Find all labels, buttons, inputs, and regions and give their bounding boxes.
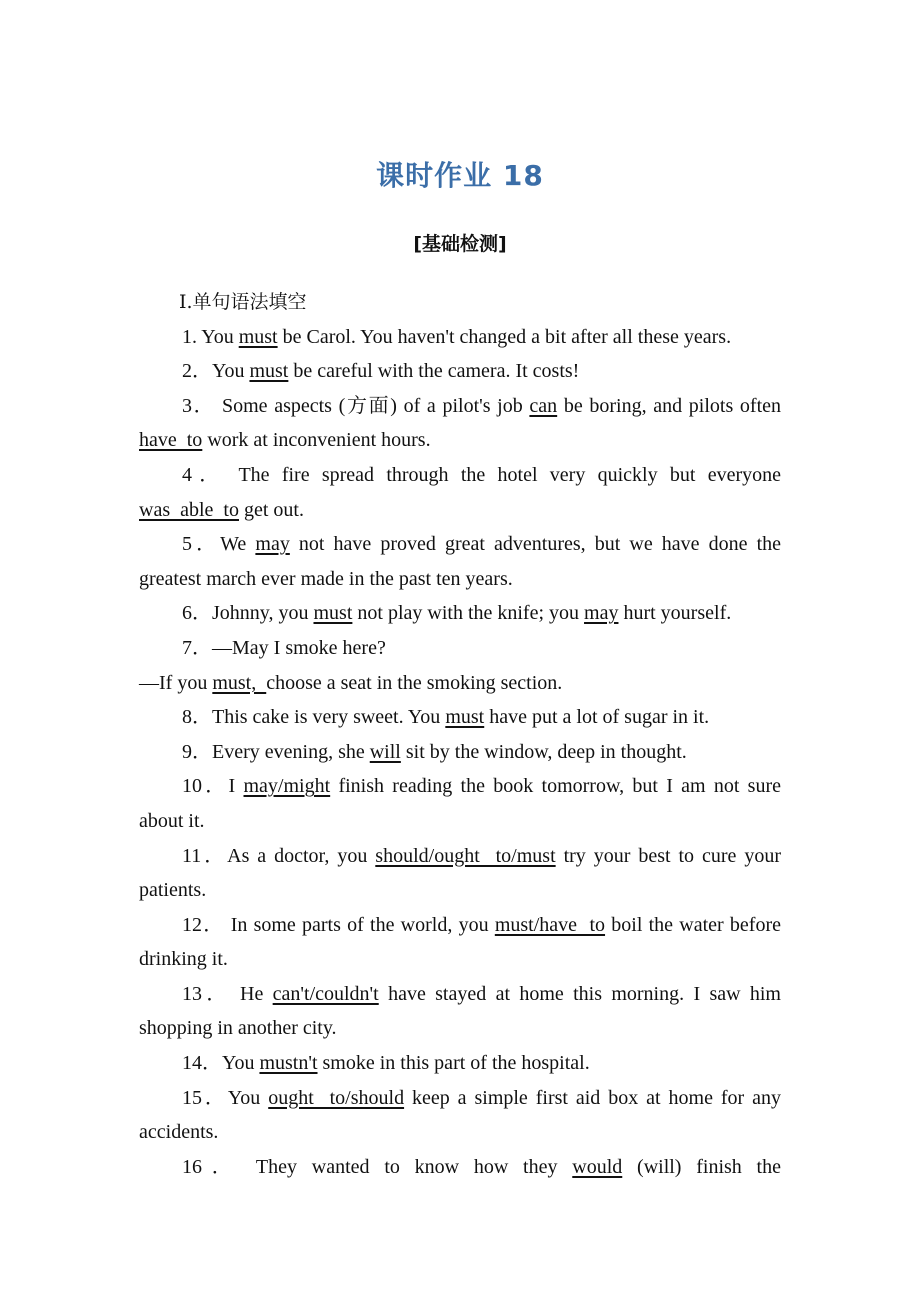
answer-text: may <box>255 533 290 556</box>
exercise-item <box>139 1046 781 1081</box>
answer-text: would <box>572 1155 623 1178</box>
item-text: work at inconvenient hours. <box>202 429 431 452</box>
exercise-item <box>139 389 781 458</box>
item-text: try your best to cure your patients. <box>139 844 781 902</box>
page-title: 课时作业 18 <box>376 159 544 192</box>
exercise-item <box>139 769 781 838</box>
item-text: have put a lot of sugar in it. <box>484 706 710 729</box>
exercise-item <box>139 320 781 355</box>
exercise-item <box>139 908 781 977</box>
exercise-item <box>139 735 781 770</box>
item-text: not play with the knife; you <box>352 602 585 625</box>
item-text: have stayed at home this morning. I saw him shopping in another city. <box>139 982 781 1040</box>
item-text: 3． Some aspects (方面) of a pilot's job <box>182 394 530 417</box>
answer-text: should/ought to/must <box>375 844 556 867</box>
item-text: —If you <box>139 671 213 694</box>
item-text: be careful with the camera. It costs! <box>288 360 580 383</box>
answer-text: can <box>529 394 558 417</box>
item-text: sit by the window, deep in thought. <box>400 740 687 763</box>
answer-text: have to <box>139 429 203 452</box>
item-text: 16． They wanted to know how they <box>182 1155 573 1178</box>
exercise-heading: Ⅰ.单句语法填空 <box>179 291 307 313</box>
exercise-item <box>139 700 781 735</box>
answer-text: will <box>369 740 401 763</box>
item-text: be boring, and pilots often <box>557 394 782 417</box>
exercise-item <box>139 666 781 701</box>
item-text: 8．This cake is very sweet. You <box>182 706 446 729</box>
section-subtitle: [基础检测] <box>413 233 507 255</box>
item-text: 13． He <box>182 982 273 1005</box>
item-text: 1. You <box>182 325 239 348</box>
exercise-item <box>139 631 781 666</box>
item-text: boil the water before drinking it. <box>139 913 781 971</box>
exercise-item <box>139 596 781 631</box>
document-body <box>139 285 781 1184</box>
item-text: get out. <box>238 498 304 521</box>
item-text: not have proved great adventures, but we have done the greatest march ever made in the past ten years. <box>139 533 781 590</box>
exercise-item <box>139 1150 781 1185</box>
exercise-item <box>139 527 781 596</box>
answer-text: must/have to <box>494 913 606 936</box>
item-text: choose a seat in the smoking section. <box>266 671 563 694</box>
answer-text: may <box>584 602 619 625</box>
item-text: 4． The fire spread through the hotel very quickly but everyone <box>182 463 781 486</box>
item-text: 12． In some parts of the world, you <box>182 913 495 936</box>
exercise-item <box>139 354 781 389</box>
item-text: (will) finish the <box>622 1155 781 1178</box>
item-text: 10．I <box>182 775 244 798</box>
exercise-item <box>139 839 781 908</box>
answer-text: must <box>313 602 353 625</box>
answer-text: ought to/should <box>268 1086 405 1109</box>
item-text: finish reading the book tomorrow, but I am not sure about it. <box>139 775 781 832</box>
answer-text: must <box>238 325 278 348</box>
item-text: 5．We <box>182 533 256 556</box>
answer-text: can't/couldn't <box>272 982 379 1005</box>
exercise-item <box>139 458 781 527</box>
answer-text: may/might <box>243 775 331 798</box>
item-text: 2．You <box>182 360 250 383</box>
item-text: 15．You <box>182 1086 269 1109</box>
answer-text: must <box>249 360 289 383</box>
exercise-list <box>139 320 781 1185</box>
item-text: smoke in this part of the hospital. <box>317 1052 590 1075</box>
item-text: 9．Every evening, she <box>182 740 370 763</box>
item-text: 14．You <box>182 1052 260 1075</box>
answer-text: was able to <box>139 498 239 521</box>
answer-text: must, <box>212 671 267 694</box>
item-text: hurt yourself. <box>618 602 732 625</box>
item-text: 7．—May I smoke here? <box>182 636 386 659</box>
exercise-item <box>139 1081 781 1150</box>
exercise-item <box>139 977 781 1046</box>
answer-text: must <box>445 706 485 729</box>
answer-text: mustn't <box>259 1052 318 1075</box>
item-text: keep a simple first aid box at home for any accidents. <box>139 1086 781 1144</box>
item-text: be Carol. You haven't changed a bit after all these years. <box>277 325 732 348</box>
item-text: 11．As a doctor, you <box>182 844 376 867</box>
item-text: 6．Johnny, you <box>182 602 314 625</box>
